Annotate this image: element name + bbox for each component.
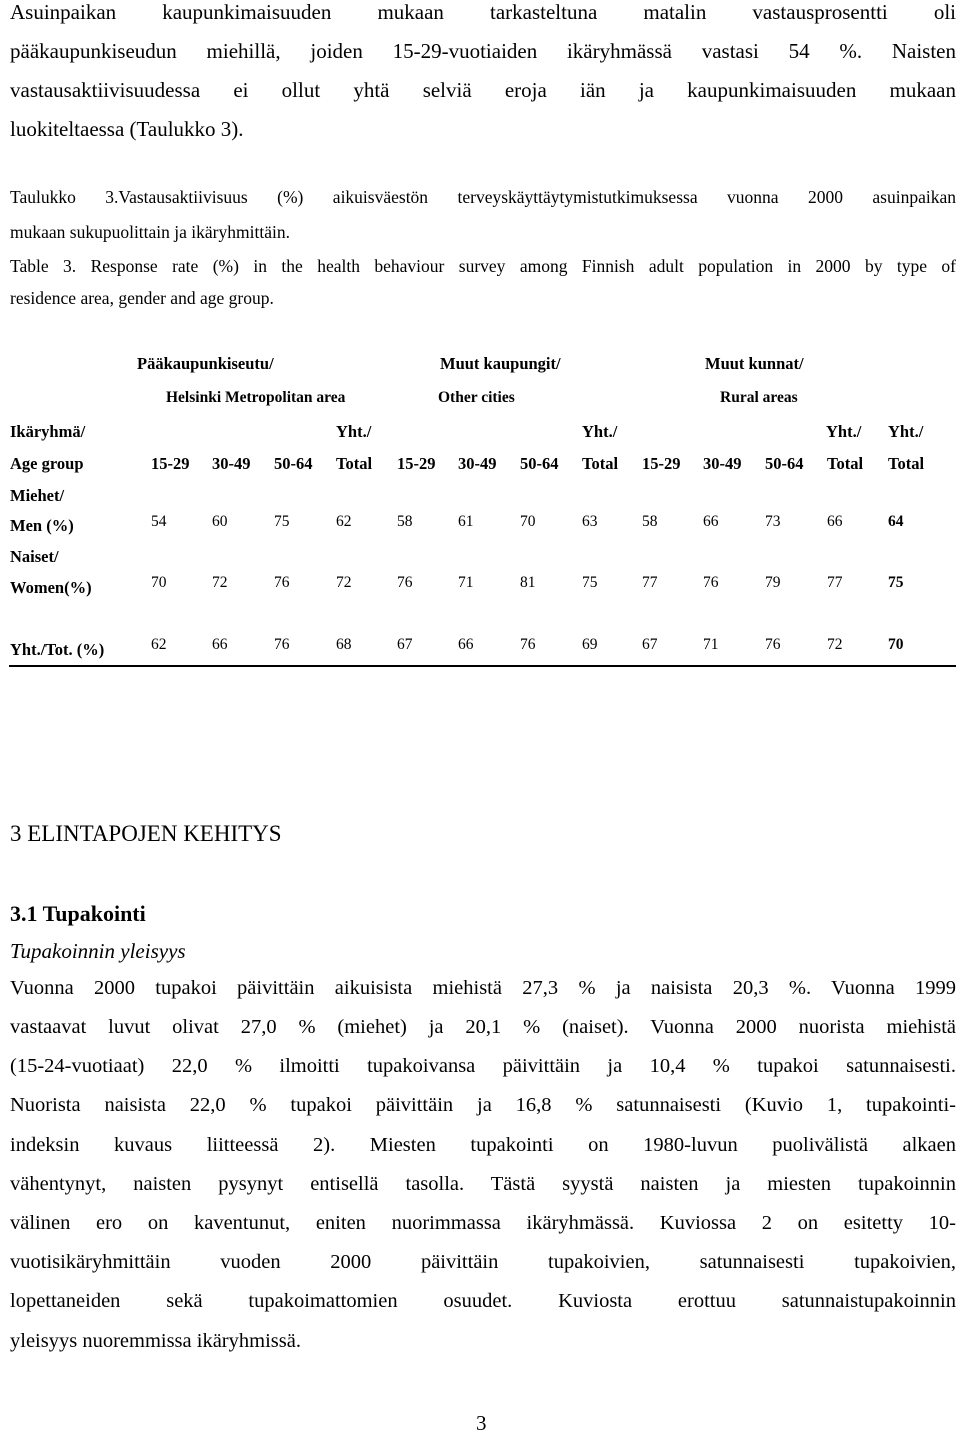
subsection-heading: 3.1 Tupakointi [10,901,146,926]
table-cell: 75 [274,513,290,530]
col-header: 30-49 [212,454,251,473]
table-cell: 72 [336,574,352,591]
body-line-3: (15-24-vuotiaat) 22,0 % ilmoitti tupakoivansa päivittäin ja 10,4 % tupakoi satunnaisesti. [10,1055,956,1077]
table-cell: 70 [520,513,536,530]
subsubsection-heading: Tupakoinnin yleisyys [10,939,186,963]
table-cell: 71 [458,574,474,591]
row-label-women-fi: Naiset/ [10,547,59,566]
col-header: 30-49 [458,454,497,473]
table-cell: 76 [520,636,536,653]
row-label-men-fi: Miehet/ [10,486,65,505]
group-header-helsinki: Pääkaupunkiseutu/ [137,354,274,373]
row-header-en: Age group [10,454,84,473]
group-header-rural: Muut kunnat/ [705,354,804,373]
table-cell: 61 [458,513,474,530]
row-header-fi: Ikäryhmä/ [10,422,86,441]
row-label-total: Yht./Tot. (%) [10,640,105,659]
table-cell: 70 [151,574,167,591]
col-header: 15-29 [642,454,681,473]
table-cell: 66 [827,513,843,530]
table-cell: 77 [642,574,658,591]
col-header: 15-29 [151,454,190,473]
table-cell: 62 [151,636,167,653]
table-caption-fi-line-1: Taulukko 3.Vastausaktiivisuus (%) aikuisväestön terveyskäyttäytymistutkimuksessa vuonna 2000 asuinpaikan [10,187,956,207]
row-label-women-en: Women(%) [10,578,92,597]
col-header: 30-49 [703,454,742,473]
group-subheader-other-cities: Other cities [438,389,515,406]
col-header: 15-29 [397,454,436,473]
intro-line-3: vastausaktiivisuudessa ei ollut yhtä selviä eroja iän ja kaupunkimaisuuden mukaan [10,78,956,102]
intro-line-4: luokiteltaessa (Taulukko 3). [10,117,244,141]
table-cell: 76 [274,636,290,653]
table-caption-en-line-1: Table 3. Response rate (%) in the health behaviour survey among Finnish adult population in 2000 by type of [10,256,956,276]
group-header-other-cities: Muut kaupungit/ [440,354,561,373]
table-cell-total: 64 [888,513,904,530]
body-line-1: Vuonna 2000 tupakoi päivittäin aikuisista miehistä 27,3 % ja naisista 20,3 %. Vuonna 1999 [10,977,956,999]
section-heading: 3 ELINTAPOJEN KEHITYS [10,821,282,846]
table-bottom-rule [9,665,956,667]
col-header: 50-64 [274,454,313,473]
intro-line-2: pääkaupunkiseudun miehillä, joiden 15-29-vuotiaiden ikäryhmässä vastasi 54 %. Naisten [10,39,956,63]
yht-label-3: Yht./ [826,422,862,441]
table-cell: 76 [703,574,719,591]
table-cell: 67 [642,636,658,653]
body-line-10: yleisyys nuoremmissa ikäryhmissä. [10,1330,301,1352]
body-line-8: vuotisikäryhmittäin vuoden 2000 päivittäin tupakoivien, satunnaisesti tupakoivien, [10,1251,956,1273]
body-line-2: vastaavat luvut olivat 27,0 % (miehet) ja 20,1 % (naiset). Vuonna 2000 nuorista miehistä [10,1016,956,1038]
table-cell: 67 [397,636,413,653]
body-line-7: välinen ero on kaventunut, eniten nuorimmassa ikäryhmässä. Kuviossa 2 on esitetty 10- [10,1212,956,1234]
col-header: 50-64 [765,454,804,473]
table-cell: 63 [582,513,598,530]
table-cell: 76 [765,636,781,653]
body-line-5: indeksin kuvaus liitteessä 2). Miesten tupakointi on 1980-luvun puolivälistä alkaen [10,1134,956,1156]
table-cell: 69 [582,636,598,653]
table-cell: 76 [274,574,290,591]
yht-label-2: Yht./ [582,422,618,441]
table-cell: 66 [458,636,474,653]
table-cell: 66 [212,636,228,653]
table-cell: 79 [765,574,781,591]
table-cell: 77 [827,574,843,591]
body-line-9: lopettaneiden sekä tupakoimattomien osuudet. Kuviosta erottuu satunnaistupakoinnin [10,1290,956,1312]
table-cell: 71 [703,636,719,653]
col-header: Total [336,454,373,473]
yht-label-1: Yht./ [336,422,372,441]
table-cell: 68 [336,636,352,653]
table-caption-en-line-2: residence area, gender and age group. [10,288,274,308]
table-cell: 58 [642,513,658,530]
col-header: Total [888,454,925,473]
table-cell: 73 [765,513,781,530]
table-cell-total: 75 [888,574,904,591]
group-subheader-helsinki: Helsinki Metropolitan area [166,389,346,406]
table-cell: 81 [520,574,536,591]
table-cell: 60 [212,513,228,530]
col-header: Total [827,454,864,473]
row-label-men-en: Men (%) [10,516,74,535]
table-cell: 54 [151,513,167,530]
page-number: 3 [476,1411,487,1435]
table-cell: 62 [336,513,352,530]
table-cell: 75 [582,574,598,591]
body-line-4: Nuorista naisista 22,0 % tupakoi päivittäin ja 16,8 % satunnaisesti (Kuvio 1, tupakointi- [10,1094,956,1116]
intro-line-1: Asuinpaikan kaupunkimaisuuden mukaan tarkasteltuna matalin vastausprosentti oli [10,0,956,24]
col-header: Total [582,454,619,473]
table-cell-total: 70 [888,636,904,653]
group-subheader-rural: Rural areas [720,389,798,406]
table-caption-fi-line-2: mukaan sukupuolittain ja ikäryhmittäin. [10,222,290,242]
table-cell: 76 [397,574,413,591]
table-cell: 72 [212,574,228,591]
table-cell: 66 [703,513,719,530]
body-line-6: vähentynyt, naisten pysynyt entisellä tasolla. Tästä syystä naisten ja miesten tupakoinnin [10,1173,956,1195]
table-cell: 58 [397,513,413,530]
col-header: 50-64 [520,454,559,473]
table-cell: 72 [827,636,843,653]
yht-label-4: Yht./ [888,422,924,441]
